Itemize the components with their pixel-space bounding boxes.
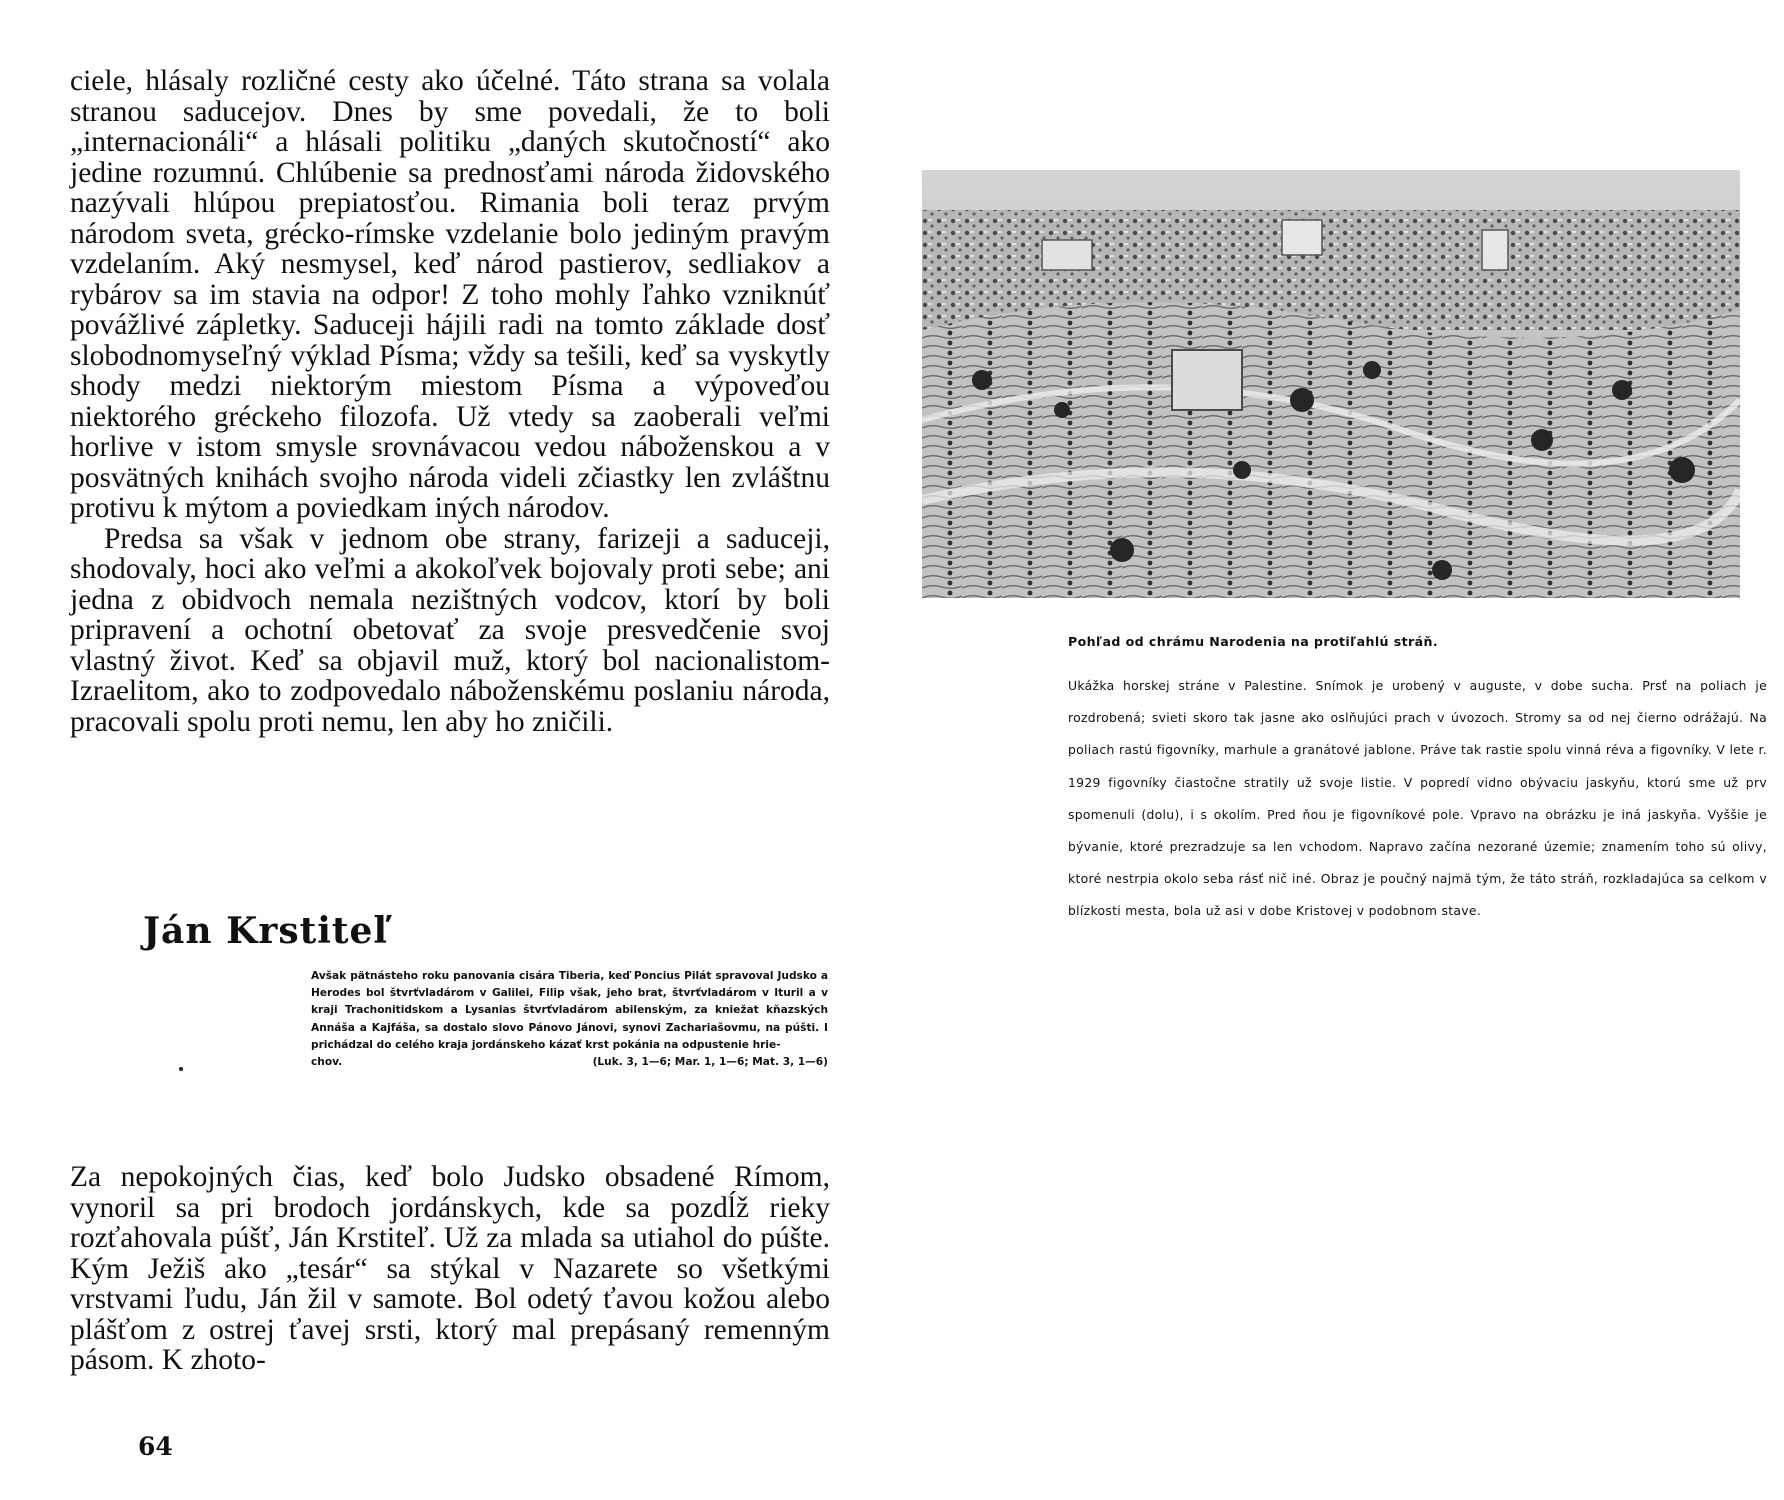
epigraph-text: Avšak pätnásteho roku panovania cisára Tiberia, keď Poncius Pilát spravoval Judsko a Herodes bol štvrťvladárom v Galilei, Filip však, jeho brat, štvrťvladárom v Ituril a v kraji Trachonitidskom a Lysanias štvrťvladárom abilenským, za kniežat kňazských Annáša a Kajfáša, sa dostalo slovo Pánovo Jánovi, synovi Zachariašovmu, na púšti. I prichádzal do celého kraja jordánskeho kázať krst pokánia na odpustenie hrie- (311, 970, 828, 1051)
photo-illustration (922, 170, 1740, 598)
paragraph: Za nepokojných čias, keď bolo Judsko obsadené Rímom, vynoril sa pri brodoch jordánskych, kde sa pozdĺž rieky rozťahovala púšť, Ján Krstiteľ. Už za mlada sa utiahol do púšte. Kým Ježiš ako „tesár“ sa stýkal v Nazarete so všetkými vrstvami ľudu, Ján žil v samote. Bol odetý ťavou kožou alebo plášťom z ostrej ťavej srsti, ktorý mal prepásaný remenným pásom. K zhoto- (70, 1161, 830, 1376)
scripture-reference: (Luk. 3, 1—6; Mar. 1, 1—6; Mat. 3, 1—6) (592, 1056, 828, 1069)
hillside-village-photo (922, 170, 1740, 598)
epigraph-last-word: chov. (311, 1056, 343, 1069)
top-body-text (70, 66, 830, 737)
paragraph: Predsa sa však v jednom obe strany, farizeji a saduceji, shodovaly, hoci ako veľmi a akokoľvek bojovaly proti sebe; ani jedna z obidvoch nemala nezištných vodcov, ktorí by boli pripravení a ochotní obetovať za svoje presvedčenie svoj vlastný život. Keď sa objavil muž, ktorý bol nacionalistom-Izraelitom, ako to zodpovedalo náboženskému poslaniu národa, pracovali spolu proti nemu, len aby ho zničili. (70, 522, 830, 738)
section-heading: Ján Krstiteľ (143, 910, 389, 952)
photo-caption-title: Pohľad od chrámu Narodenia na protiľahlú stráň. (1068, 634, 1439, 649)
photo-caption-body: Ukážka horskej stráne v Palestine. Snímok je urobený v auguste, v dobe sucha. Prsť na poliach je rozdrobená; svieti skoro tak jasne ako oslňujúci prach v úvozoch. Stromy sa od nej čierno odrážajú. Na poliach rastú figovníky, marhule a granátové jablone. Práve tak rastie spolu vinná réva a figovníky. V lete r. 1929 figovníky čiastočne stratily už svoje listie. V popredí vidno obývaciu jaskyňu, ktorú sme už prv spomenuli (dolu), i s okolím. Pred ňou je figovníkové pole. Vpravo na obrázku je iná jaskyňa. Vyššie je bývanie, ktoré prezradzuje sa len vchodom. Napravo začína nezorané územie; znamením toho sú olivy, ktoré nestrpia okolo seba rásť nič iné. Obraz je poučný najmä tým, že táto stráň, rozkladajúca sa celkom v blízkosti mesta, bola už asi v dobe Kristovej v podobnom stave. (1068, 678, 1767, 919)
epigraph (311, 968, 828, 1071)
right-page (892, 0, 1784, 1500)
epigraph-reference-line (311, 1054, 828, 1071)
page-number: 64 (138, 1432, 173, 1461)
paragraph: ciele, hlásaly rozličné cesty ako účelné. Táto strana sa volala stranou saducejov. Dnes by sme povedali, že to boli „internacionáli“ a hlásali politiku „daných skutočností“ ako jedine rozumnú. Chlúbenie sa prednosťami národa židovského nazývali hlúpou prepiatosťou. Rimania boli teraz prvým národom sveta, grécko-rímske vzdelanie bolo jediným pravým vzdelaním. Aký nesmysel, keď národ pastierov, sedliakov a rybárov sa im stavia na odpor! Z toho mohly ľahko vzniknúť povážlivé zápletky. Saduceji hájili radi na tomto základe dosť slobodnomyseľný výklad Písma; vždy sa tešili, keď sa vyskytly shody medzi niektorým miestom Písma a výpoveďou niektorého gréckeho filozofa. Už vtedy sa zaoberali veľmi horlive v istom smysle srovnávacou vedou náboženskou a v posvätných knihách svojho národa videli zčiastky len zvláštnu protivu k mýtom a poviedkam iných národov. (70, 65, 830, 524)
bottom-body-text (70, 1162, 830, 1376)
print-speck (179, 1067, 183, 1071)
